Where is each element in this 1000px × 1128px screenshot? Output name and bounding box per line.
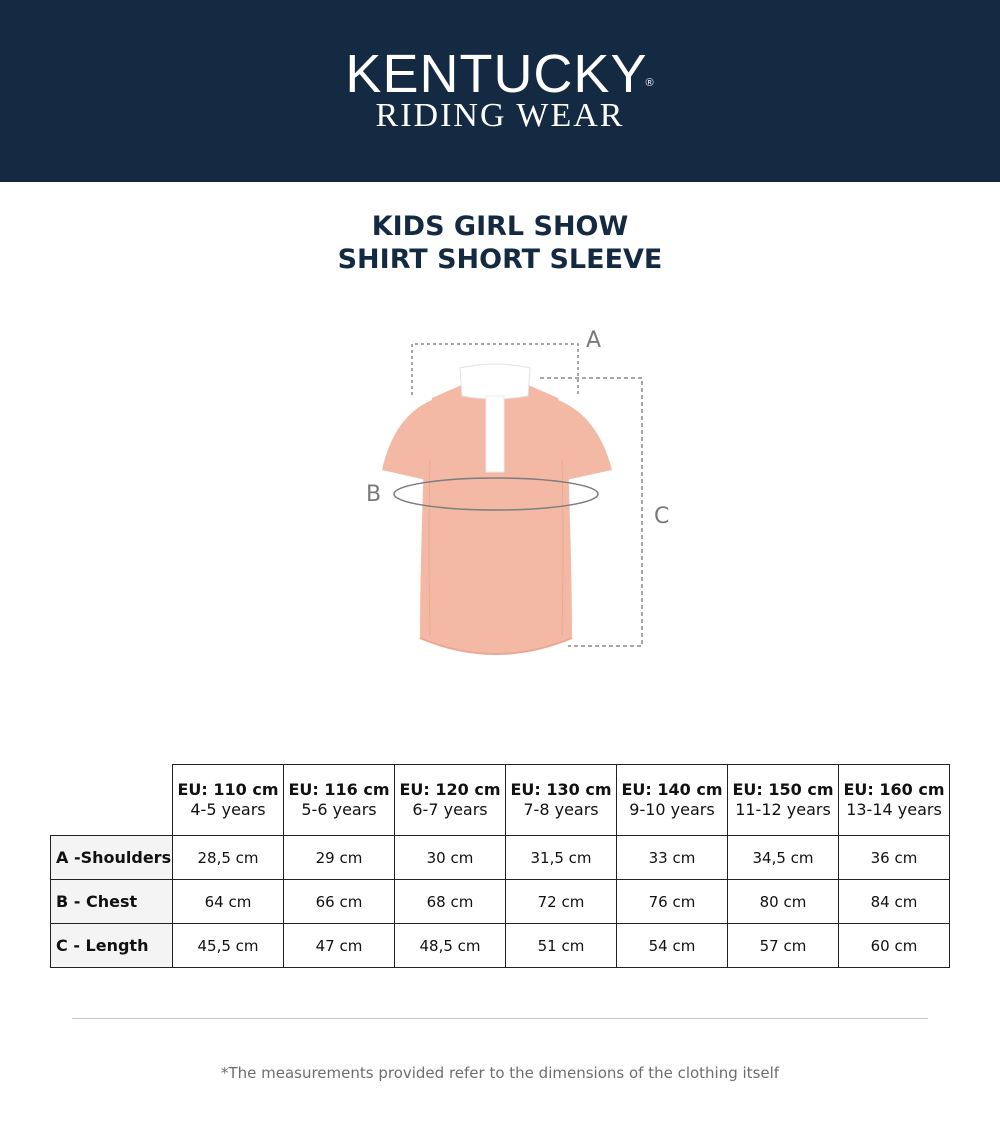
size-column-header: EU: 110 cm 4-5 years [173, 765, 284, 836]
table-cell: 28,5 cm [173, 836, 284, 880]
size-column-header: EU: 160 cm 13-14 years [839, 765, 950, 836]
table-cell: 47 cm [284, 924, 395, 968]
table-cell: 66 cm [284, 880, 395, 924]
table-cell: 72 cm [506, 880, 617, 924]
table-cell: 30 cm [395, 836, 506, 880]
table-row-length [51, 924, 950, 968]
table-corner [51, 765, 173, 836]
table-row-shoulders [51, 836, 950, 880]
shirt-placket [486, 396, 504, 472]
table-cell: 48,5 cm [395, 924, 506, 968]
size-header-row [51, 765, 950, 836]
table-cell: 68 cm [395, 880, 506, 924]
size-column-header: EU: 130 cm 7-8 years [506, 765, 617, 836]
table-cell: 36 cm [839, 836, 950, 880]
brand-logo-subtitle: RIDING WEAR [375, 97, 625, 134]
table-cell: 54 cm [617, 924, 728, 968]
label-a: A [586, 328, 602, 353]
row-label: B - Chest [51, 880, 173, 924]
table-cell: 45,5 cm [173, 924, 284, 968]
label-c: C [654, 504, 670, 529]
table-cell: 29 cm [284, 836, 395, 880]
shirt-collar [460, 364, 530, 399]
product-title-line2: SHIRT SHORT SLEEVE [337, 244, 663, 275]
section-divider [72, 1018, 928, 1019]
shirt-illustration [350, 320, 690, 670]
size-column-header: EU: 116 cm 5-6 years [284, 765, 395, 836]
measurement-footnote: *The measurements provided refer to the dimensions of the clothing itself [220, 1064, 780, 1082]
product-title-line1: KIDS GIRL SHOW [371, 211, 629, 242]
row-label: C - Length [51, 924, 173, 968]
table-cell: 51 cm [506, 924, 617, 968]
table-cell: 31,5 cm [506, 836, 617, 880]
table-cell: 34,5 cm [728, 836, 839, 880]
table-cell: 33 cm [617, 836, 728, 880]
size-chart-table [50, 764, 950, 968]
row-label: A -Shoulders [51, 836, 173, 880]
size-column-header: EU: 120 cm 6-7 years [395, 765, 506, 836]
measurement-diagram [350, 320, 690, 675]
table-row-chest [51, 880, 950, 924]
size-column-header: EU: 140 cm 9-10 years [617, 765, 728, 836]
table-cell: 84 cm [839, 880, 950, 924]
label-b: B [366, 482, 382, 507]
table-cell: 57 cm [728, 924, 839, 968]
table-cell: 64 cm [173, 880, 284, 924]
table-cell: 80 cm [728, 880, 839, 924]
table-cell: 76 cm [617, 880, 728, 924]
brand-logo-name: KENTUCKY® [345, 44, 655, 104]
table-cell: 60 cm [839, 924, 950, 968]
product-title [0, 210, 1000, 276]
brand-header [0, 0, 1000, 182]
size-column-header: EU: 150 cm 11-12 years [728, 765, 839, 836]
